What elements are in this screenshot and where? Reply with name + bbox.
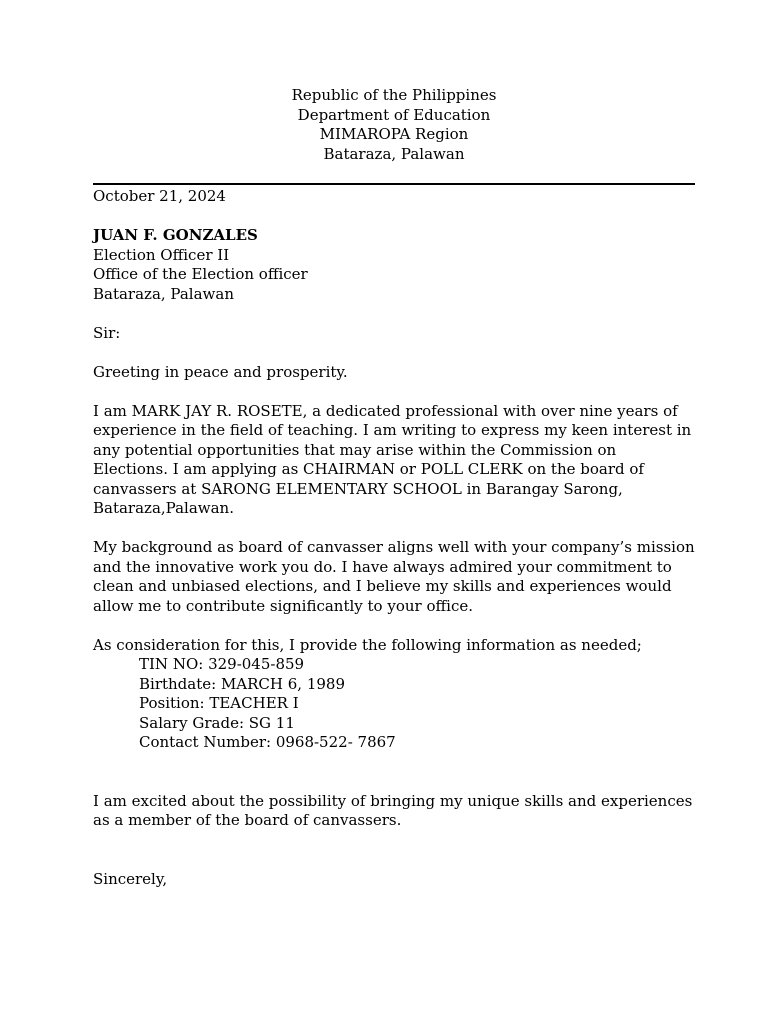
recipient-name: JUAN F. GONZALES [93, 226, 258, 244]
recipient-block [93, 226, 695, 304]
spacer [93, 304, 695, 324]
detail-birthdate: Birthdate: MARCH 6, 1989 [139, 674, 346, 693]
letter-date: October 21, 2024 [93, 187, 226, 205]
letterhead-department: Department of Education [297, 105, 491, 124]
spacer [93, 207, 695, 227]
letter-page [93, 86, 695, 889]
detail-salary-grade: Salary Grade: SG 11 [139, 713, 295, 732]
greeting: Greeting in peace and prosperity. [93, 362, 348, 381]
detail-tin: TIN NO: 329-045-859 [139, 655, 305, 673]
spacer [93, 616, 695, 636]
salutation: Sir: [93, 323, 121, 342]
letterhead-region: MIMAROPA Region [319, 125, 469, 143]
letterhead-republic: Republic of the Philippines [291, 86, 497, 104]
recipient-location: Bataraza, Palawan [93, 284, 234, 303]
closing-sincerely: Sincerely, [93, 869, 168, 888]
recipient-office: Office of the Election officer [93, 265, 308, 283]
letterhead [93, 86, 695, 164]
recipient-title: Election Officer II [93, 245, 230, 264]
letterhead-location: Bataraza, Palawan [323, 144, 465, 163]
body-paragraph-consideration: As consideration for this, I provide the following information as needed; [93, 635, 642, 654]
spacer [93, 753, 695, 792]
spacer [93, 519, 695, 539]
detail-contact-number: Contact Number: 0968-522- 7867 [139, 733, 396, 751]
spacer [93, 831, 695, 870]
body-paragraph-background: My background as board of canvasser aligns well with your company’s mission and the innovative work you do. I have always admired your commitment to clean and unbiased elections, and I believe my skills and experiences would allow me to contribute significantly to your office. [93, 538, 695, 615]
details-list [93, 655, 695, 753]
spacer [93, 382, 695, 402]
spacer [93, 343, 695, 363]
letterhead-divider [93, 183, 695, 185]
detail-position: Position: TEACHER I [139, 694, 299, 712]
body-paragraph-intro: I am MARK JAY R. ROSETE, a dedicated professional with over nine years of experience in the field of teaching. I am writing to express my keen interest in any potential opportunities that may arise within the Commission on Elections. I am applying as CHAIRMAN or POLL CLERK on the board of canvassers at SARONG ELEMENTARY SCHOOL in Barangay Sarong, Bataraza,Palawan. [93, 401, 692, 517]
body-paragraph-closing: I am excited about the possibility of bringing my unique skills and experiences as a member of the board of canvassers. [93, 791, 693, 829]
